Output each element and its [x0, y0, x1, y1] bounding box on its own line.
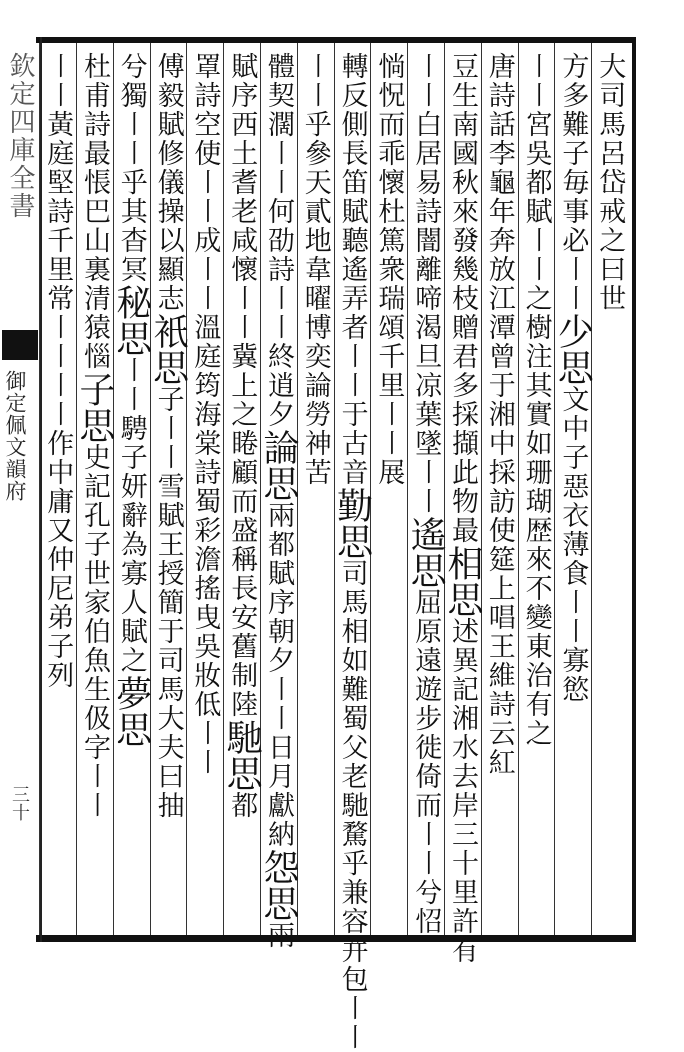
- entry-text: 屈原遠遊步徙倚而〡〡兮怊: [410, 588, 442, 936]
- entry-heading: 遙思: [405, 516, 447, 588]
- entry-text: 惝怳而乖懷杜篤衆瑞頌千里〡〡展: [373, 52, 405, 487]
- entry-text: 〡〡白居易詩闇離啼渴旦凉葉墜〡〡: [410, 52, 442, 516]
- entry-text: 豆生南國秋來發幾枝贈君多採擷此物最: [447, 52, 478, 545]
- book-title: 御定佩文韻府: [3, 370, 27, 502]
- entry-text: 兩都賦序朝夕〡〡日月獻納: [263, 501, 294, 849]
- entry-text: 大司馬呂岱戒之曰世: [594, 52, 626, 313]
- entry-text: 方多難子毎事必〡〡: [557, 52, 589, 313]
- entry-heading: 少思: [552, 313, 594, 385]
- entry-text: 傅毅賦修儀操以顯志: [152, 52, 184, 313]
- entry-text: 〡〡乎參天貳地韋曜博奕論勞神苦: [299, 52, 331, 487]
- entry-text: 罩詩空使〡〡成〡〡溫庭筠海棠詩蜀彩澹搖曳吳妝低〡〡: [189, 52, 221, 777]
- entry-heading: 相思: [442, 545, 483, 617]
- entry-text: 杜甫詩最悵巴山裏清猿惱: [79, 52, 110, 371]
- entry-heading: 勤思: [331, 487, 373, 559]
- entry-text: 〡〡宮吳都賦〡〡之樹注其實如珊瑚歴來不變東治有之: [520, 52, 552, 748]
- entry-text: 〡〡黃庭堅詩千里常〡〡〡〡作中庸又仲尼弟子列: [42, 52, 74, 690]
- entry-text: 都: [226, 791, 258, 820]
- text-column: [31, 52, 83, 932]
- entry-text: 子〡〡雪賦王授簡于司馬大夫曰抽: [152, 385, 184, 820]
- entry-heading: 子思: [74, 371, 115, 443]
- page-number: 三十: [9, 785, 30, 821]
- entry-heading: 馳思: [221, 719, 263, 791]
- entry-heading: 論思: [258, 429, 299, 501]
- entry-text: 兩: [263, 921, 294, 950]
- frame-top-border: [36, 37, 636, 43]
- gutter-header: 欽定四庫全書: [5, 52, 35, 220]
- entry-text: 轉反側長笛賦聽遙弄者〡〡于古音: [336, 52, 368, 487]
- entry-heading: 衹思: [147, 313, 189, 385]
- entry-text: 唐詩話李龜年奔放江潭曾于湘中採訪使筵上唱王維詩云紅: [483, 52, 515, 777]
- entry-text: 賦序西土耆老咸懷〡〡冀上之睠顧而盛稱長安舊制陸: [226, 52, 258, 719]
- entry-text: 〡〡騁子妍辭為寡人賦之: [115, 356, 147, 675]
- entry-text: 司馬相如難蜀父老馳騖乎兼容并包〡〡: [336, 559, 368, 1052]
- entry-text: 體契濶〡〡何劭詩〡〡終逍夕: [263, 52, 294, 429]
- entry-heading: 怨思: [258, 849, 299, 921]
- entry-text: 兮獨〡〡乎其杳冥: [115, 52, 147, 284]
- entry-text: 述異記湘水去岸三十里許有: [447, 617, 478, 965]
- entry-heading: 秘思: [110, 284, 152, 356]
- entry-heading: 夢思: [110, 675, 152, 747]
- entry-text: 文中子惡衣薄食〡〡寡慾: [557, 385, 589, 704]
- entry-text: 史記孔子世家伯魚生伋字〡〡: [79, 443, 110, 820]
